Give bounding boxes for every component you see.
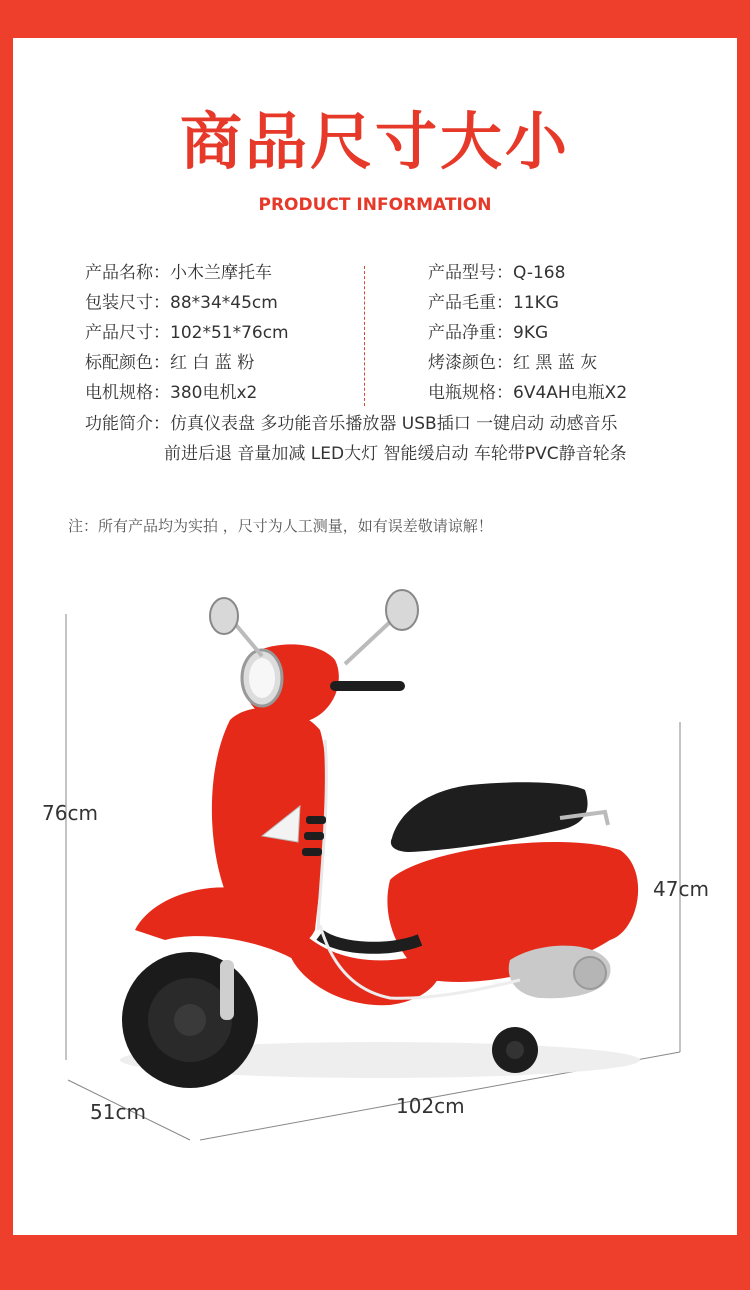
spec-label: 烤漆颜色: [428, 353, 496, 373]
scooter-illustration: [0, 580, 750, 1150]
dimension-length-label: 102cm: [396, 1094, 465, 1118]
spec-label: 电机规格: [85, 383, 153, 403]
spec-label: 产品净重: [428, 323, 496, 343]
spec-sep: ：: [496, 293, 513, 313]
spec-label: 功能简介: [85, 414, 153, 434]
left-mirror: [210, 598, 238, 634]
dimension-width-label: 51cm: [90, 1100, 146, 1124]
right-mirror: [386, 590, 418, 630]
spec-gross-weight: [428, 292, 559, 314]
spec-motor: [85, 382, 257, 404]
spec-sep: ：: [153, 293, 170, 313]
spec-label: 产品型号: [428, 263, 496, 283]
dimension-height-label: 76cm: [42, 801, 98, 825]
spec-model: [428, 262, 565, 284]
spec-value: 6V4AH电瓶X2: [513, 383, 628, 403]
spec-value: 380电机x2: [170, 383, 258, 403]
spec-paint-colors: [428, 352, 597, 374]
spec-sep: ：: [153, 353, 170, 373]
spec-divider: [364, 266, 365, 406]
features-line-2: 前进后退 音量加减 LED大灯 智能缓启动 车轮带PVC静音轮条: [164, 444, 627, 464]
seat: [391, 782, 588, 852]
spec-value: 11KG: [513, 293, 559, 313]
spec-label: 包装尺寸: [85, 293, 153, 313]
spec-product-name: [85, 262, 272, 284]
spec-label: 产品毛重: [428, 293, 496, 313]
spec-value: 102*51*76cm: [170, 323, 289, 343]
spec-package-size: [85, 292, 278, 314]
page-subtitle: PRODUCT INFORMATION: [258, 195, 492, 215]
spec-features: [85, 413, 618, 435]
spec-label: 产品尺寸: [85, 323, 153, 343]
spec-net-weight: [428, 322, 548, 344]
spec-label: 产品名称: [85, 263, 153, 283]
spec-value: Q-168: [513, 263, 566, 283]
spec-sep: ：: [153, 263, 170, 283]
dimension-seat-height-label: 47cm: [653, 877, 709, 901]
front-fork: [220, 960, 234, 1020]
measurement-note: 注：所有产品均为实拍 ，尺寸为人工测量，如有误差敬请谅解！: [68, 517, 493, 535]
spec-value: 红 黑 蓝 灰: [513, 353, 598, 373]
spec-standard-colors: [85, 352, 254, 374]
page-title: 商品尺寸大小: [179, 105, 570, 178]
spec-sep: ：: [153, 383, 170, 403]
spec-sep: ：: [496, 263, 513, 283]
spec-battery: [428, 382, 627, 404]
spec-label: 电瓶规格: [428, 383, 496, 403]
spec-value: 红 白 蓝 粉: [170, 353, 255, 373]
spec-sep: ：: [496, 323, 513, 343]
spec-sep: ：: [496, 353, 513, 373]
spec-value: 9KG: [513, 323, 549, 343]
spec-sep: ：: [153, 414, 170, 434]
features-line-1: 仿真仪表盘 多功能音乐播放器 USB插口 一键启动 动感音乐: [170, 414, 618, 434]
spec-product-size: [85, 322, 289, 344]
spec-label: 标配颜色: [85, 353, 153, 373]
spec-sep: ：: [496, 383, 513, 403]
spec-value: 88*34*45cm: [170, 293, 278, 313]
spec-sep: ：: [153, 323, 170, 343]
spec-value: 小木兰摩托车: [170, 263, 272, 283]
